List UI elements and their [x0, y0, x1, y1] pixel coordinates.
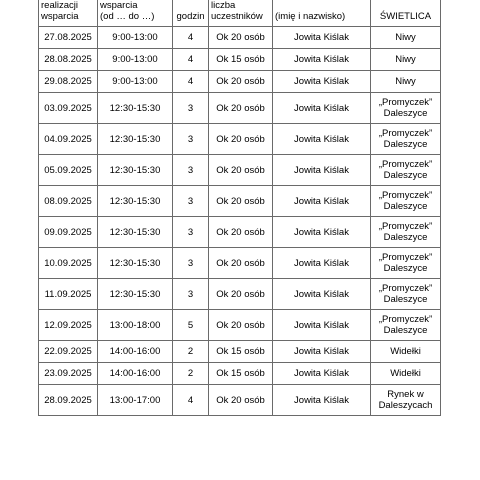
place-line: Daleszyce	[383, 201, 428, 212]
header-date	[39, 0, 98, 27]
cell-place	[371, 248, 441, 279]
cell-date: 29.08.2025	[39, 71, 98, 93]
cell-date: 03.09.2025	[39, 93, 98, 124]
cell-time: 9:00-13:00	[98, 71, 173, 93]
cell-date: 27.08.2025	[39, 27, 98, 49]
cell-place	[371, 279, 441, 310]
table-row	[39, 124, 441, 155]
cell-hours: 4	[173, 385, 209, 416]
cell-trainer: Jowita Kiślak	[273, 27, 371, 49]
cell-trainer: Jowita Kiślak	[273, 217, 371, 248]
header-line: liczba	[211, 0, 236, 11]
place-line: Daleszyce	[383, 294, 428, 305]
cell-hours: 4	[173, 71, 209, 93]
cell-date: 12.09.2025	[39, 310, 98, 341]
cell-trainer: Jowita Kiślak	[273, 279, 371, 310]
place-line: Daleszyce	[383, 325, 428, 336]
cell-date: 28.09.2025	[39, 385, 98, 416]
cell-time: 9:00-13:00	[98, 49, 173, 71]
cell-trainer: Jowita Kiślak	[273, 341, 371, 363]
cell-date: 11.09.2025	[39, 279, 98, 310]
cell-time: 12:30-15:30	[98, 155, 173, 186]
cell-date: 10.09.2025	[39, 248, 98, 279]
cell-participants: Ok 20 osób	[209, 155, 273, 186]
cell-hours: 4	[173, 49, 209, 71]
header-hours	[173, 0, 209, 27]
cell-hours: 2	[173, 363, 209, 385]
cell-place	[371, 363, 441, 385]
table-row	[39, 385, 441, 416]
header-line: wsparcia	[41, 11, 79, 22]
cell-time: 12:30-15:30	[98, 217, 173, 248]
cell-time: 14:00-16:00	[98, 341, 173, 363]
place-line: Widełki	[390, 368, 421, 379]
header-line: wsparcia	[100, 0, 138, 11]
cell-hours: 3	[173, 186, 209, 217]
table-body	[39, 27, 441, 416]
cell-time: 12:30-15:30	[98, 279, 173, 310]
cell-trainer: Jowita Kiślak	[273, 49, 371, 71]
cell-date: 22.09.2025	[39, 341, 98, 363]
place-line: Daleszyce	[383, 139, 428, 150]
cell-trainer: Jowita Kiślak	[273, 93, 371, 124]
cell-participants: Ok 15 osób	[209, 341, 273, 363]
cell-place	[371, 124, 441, 155]
header-line: realizacji	[41, 0, 78, 11]
place-line: Niwy	[395, 54, 416, 65]
cell-place	[371, 155, 441, 186]
table-row	[39, 363, 441, 385]
table-row	[39, 217, 441, 248]
cell-participants: Ok 20 osób	[209, 279, 273, 310]
cell-hours: 2	[173, 341, 209, 363]
place-line: Daleszyce	[383, 232, 428, 243]
place-line: Daleszyce	[383, 108, 428, 119]
cell-date: 28.08.2025	[39, 49, 98, 71]
table-row	[39, 49, 441, 71]
table-row	[39, 310, 441, 341]
cell-place	[371, 27, 441, 49]
place-line: „Promyczek”	[378, 190, 433, 201]
cell-hours: 4	[173, 27, 209, 49]
cell-time: 12:30-15:30	[98, 93, 173, 124]
cell-place	[371, 385, 441, 416]
place-line: Rynek w	[387, 389, 424, 400]
table-row	[39, 93, 441, 124]
cell-trainer: Jowita Kiślak	[273, 186, 371, 217]
cell-participants: Ok 20 osób	[209, 124, 273, 155]
cell-participants: Ok 20 osób	[209, 217, 273, 248]
place-line: „Promyczek”	[378, 221, 433, 232]
header-line: godzin	[176, 11, 205, 22]
place-line: Daleszycach	[378, 400, 433, 411]
place-line: „Promyczek”	[378, 314, 433, 325]
cell-trainer: Jowita Kiślak	[273, 385, 371, 416]
cell-time: 9:00-13:00	[98, 27, 173, 49]
cell-place	[371, 71, 441, 93]
place-line: „Promyczek”	[378, 159, 433, 170]
cell-participants: Ok 20 osób	[209, 310, 273, 341]
cell-participants: Ok 20 osób	[209, 248, 273, 279]
cell-place	[371, 341, 441, 363]
cell-time: 12:30-15:30	[98, 124, 173, 155]
cell-place	[371, 93, 441, 124]
cell-time: 12:30-15:30	[98, 186, 173, 217]
cell-time: 13:00-17:00	[98, 385, 173, 416]
table-header-row	[39, 0, 441, 27]
cell-date: 09.09.2025	[39, 217, 98, 248]
cell-hours: 3	[173, 248, 209, 279]
cell-date: 23.09.2025	[39, 363, 98, 385]
cell-participants: Ok 20 osób	[209, 71, 273, 93]
cell-trainer: Jowita Kiślak	[273, 155, 371, 186]
place-line: „Promyczek”	[378, 252, 433, 263]
header-trainer	[273, 0, 371, 27]
cell-place	[371, 310, 441, 341]
table-row	[39, 27, 441, 49]
place-line: Niwy	[395, 76, 416, 87]
place-line: „Promyczek”	[378, 283, 433, 294]
table-row	[39, 186, 441, 217]
header-time	[98, 0, 173, 27]
cell-participants: Ok 20 osób	[209, 27, 273, 49]
cell-hours: 3	[173, 93, 209, 124]
cell-hours: 3	[173, 279, 209, 310]
cell-hours: 3	[173, 155, 209, 186]
cell-date: 04.09.2025	[39, 124, 98, 155]
cell-participants: Ok 15 osób	[209, 363, 273, 385]
cell-hours: 3	[173, 124, 209, 155]
place-line: „Promyczek”	[378, 128, 433, 139]
place-line: „Promyczek”	[378, 97, 433, 108]
cell-participants: Ok 20 osób	[209, 385, 273, 416]
header-line: (od … do …)	[100, 11, 155, 22]
header-line: (imię i nazwisko)	[275, 11, 346, 22]
cell-trainer: Jowita Kiślak	[273, 310, 371, 341]
header-line: uczestników	[211, 11, 263, 22]
cell-time: 13:00-18:00	[98, 310, 173, 341]
cell-trainer: Jowita Kiślak	[273, 363, 371, 385]
cell-hours: 5	[173, 310, 209, 341]
cell-date: 05.09.2025	[39, 155, 98, 186]
cell-place	[371, 49, 441, 71]
cell-trainer: Jowita Kiślak	[273, 124, 371, 155]
cell-trainer: Jowita Kiślak	[273, 71, 371, 93]
table-row	[39, 155, 441, 186]
header-line: ŚWIETLICA	[379, 11, 432, 22]
cell-time: 12:30-15:30	[98, 248, 173, 279]
table-row	[39, 248, 441, 279]
place-line: Daleszyce	[383, 170, 428, 181]
cell-place	[371, 217, 441, 248]
table-row	[39, 71, 441, 93]
place-line: Niwy	[395, 32, 416, 43]
cell-participants: Ok 20 osób	[209, 186, 273, 217]
cell-participants: Ok 20 osób	[209, 93, 273, 124]
place-line: Daleszyce	[383, 263, 428, 274]
header-participants	[209, 0, 273, 27]
header-place	[371, 0, 441, 27]
place-line: Widełki	[390, 346, 421, 357]
cell-participants: Ok 15 osób	[209, 49, 273, 71]
cell-date: 08.09.2025	[39, 186, 98, 217]
table-row	[39, 279, 441, 310]
cell-trainer: Jowita Kiślak	[273, 248, 371, 279]
cell-hours: 3	[173, 217, 209, 248]
cell-place	[371, 186, 441, 217]
support-schedule-table	[38, 0, 441, 416]
cell-time: 14:00-16:00	[98, 363, 173, 385]
table-row	[39, 341, 441, 363]
